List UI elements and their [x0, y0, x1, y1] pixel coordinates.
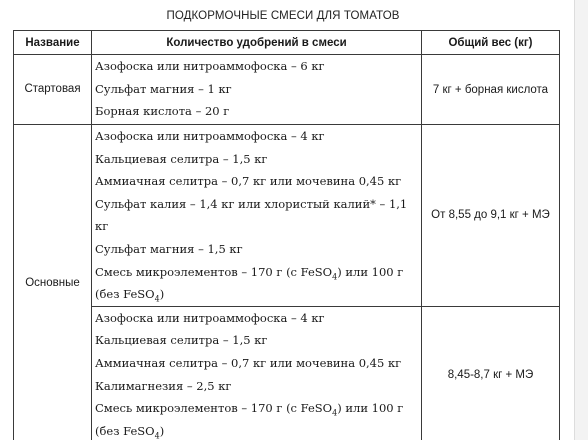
composition-line — [95, 261, 417, 306]
composition-line: Борная кислота – 20 г — [95, 104, 230, 119]
composition-line: Кальциевая селитра – 1,5 кг — [95, 333, 268, 348]
header-quantity: Количество удобрений в смеси — [92, 31, 422, 55]
mix-composition — [92, 125, 422, 307]
mix-weight: 8,45-8,7 кг + МЭ — [422, 306, 560, 440]
subscript: 4 — [154, 431, 160, 440]
composition-line: Аммиачная селитра – 0,7 кг или мочевина 0,45 кг — [95, 355, 402, 370]
mix-weight: 7 кг + борная кислота — [422, 55, 560, 125]
subscript: 4 — [332, 271, 338, 281]
mix-name: Основные — [14, 125, 92, 440]
mix-composition — [92, 306, 422, 440]
composition-line: Азофоска или нитроаммофоска – 6 кг — [95, 59, 325, 73]
text-part: ) — [159, 287, 165, 302]
composition-line: Сульфат магния – 1 кг — [95, 81, 232, 96]
composition-line: Азофоска или нитроаммофоска – 4 кг — [95, 310, 325, 325]
composition-line: Сульфат магния – 1,5 кг — [95, 241, 243, 256]
header-row — [14, 31, 560, 55]
composition-line: Аммиачная селитра – 0,7 кг или мочевина 0,45 кг — [95, 174, 402, 189]
text-part: Смесь микроэлементов – 170 г (с FeSO — [95, 401, 333, 416]
composition-line: Сульфат калия – 1,4 кг или хлористый калий* – 1,1 кг — [95, 196, 408, 234]
header-name: Название — [14, 31, 92, 55]
text-part: ) — [159, 423, 165, 438]
subscript: 4 — [154, 294, 160, 304]
scrollbar-edge[interactable] — [574, 0, 588, 440]
table-row — [14, 306, 560, 440]
composition-line: Кальциевая селитра – 1,5 кг — [95, 151, 268, 166]
composition-line: Калимагнезия – 2,5 кг — [95, 378, 232, 393]
table-row — [14, 55, 560, 125]
fertilizer-table — [13, 30, 560, 440]
mix-name: Стартовая — [14, 55, 92, 125]
composition-line: Азофоска или нитроаммофоска – 4 кг — [95, 129, 325, 143]
text-part: Смесь микроэлементов – 170 г (с FeSO — [95, 264, 333, 279]
mix-weight: От 8,55 до 9,1 кг + МЭ — [422, 125, 560, 307]
table-caption: ПОДКОРМОЧНЫЕ СМЕСИ ДЛЯ ТОМАТОВ — [166, 10, 400, 22]
text-part: ) или 100 г (без FeSO — [95, 401, 404, 438]
subscript: 4 — [332, 408, 338, 418]
table-row — [14, 125, 560, 307]
header-weight: Общий вес (кг) — [422, 31, 560, 55]
text-part: ) или 100 г (без FeSO — [95, 264, 404, 302]
composition-line — [95, 397, 417, 440]
mix-composition — [92, 55, 422, 125]
